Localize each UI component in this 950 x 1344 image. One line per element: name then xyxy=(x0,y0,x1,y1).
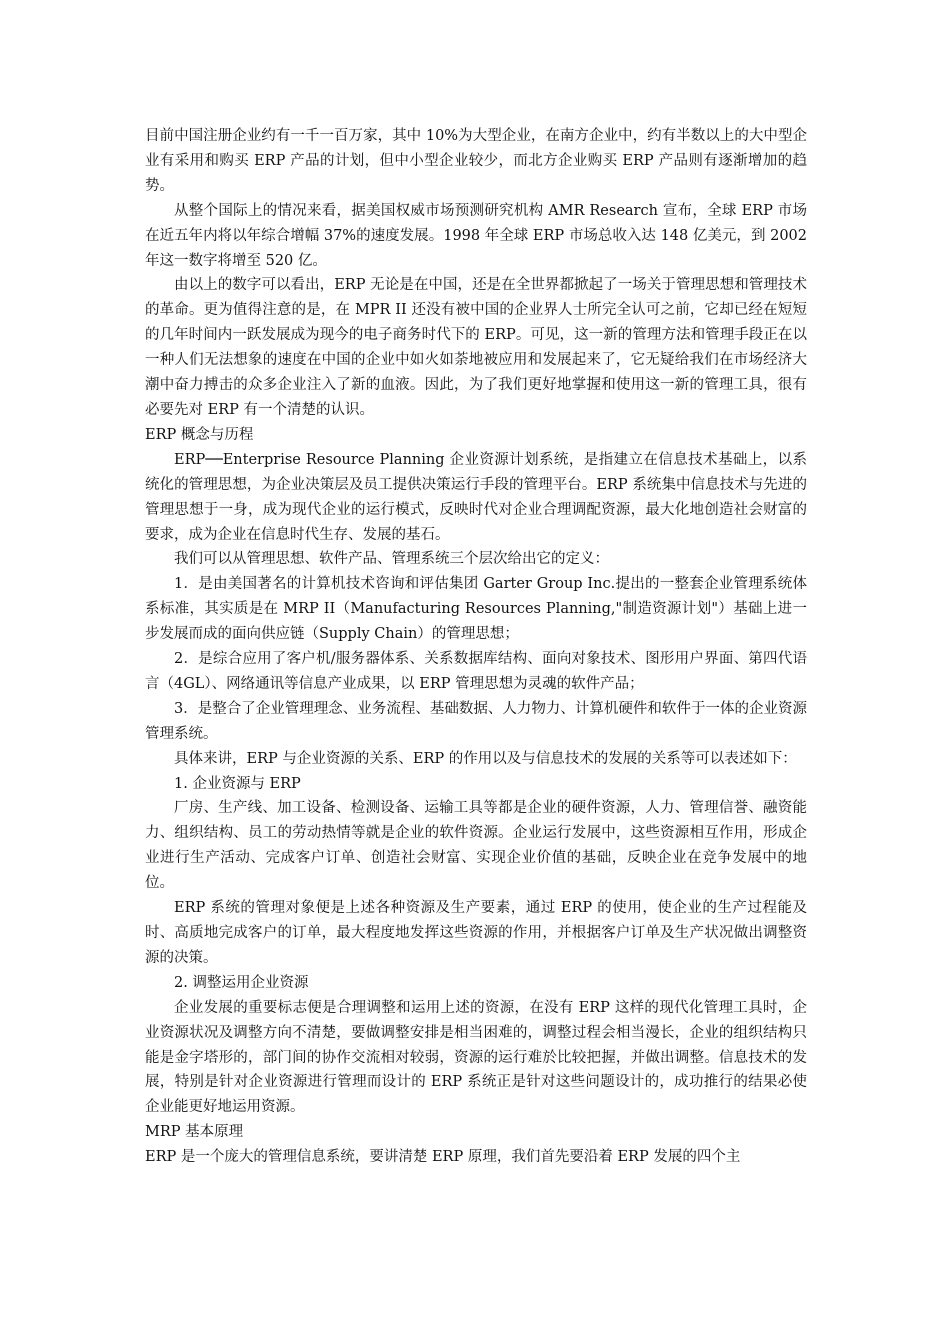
paragraph-global-market: 从整个国际上的情况来看，据美国权威市场预测研究机构 AMR Research 宣布，全球 ERP 市场在近五年内将以年综合增幅 37%的速度发展。1998 年全球 ERP 市场总收入达 148 亿美元，到 2002 年这一数字将增至 520 亿。 xyxy=(145,202,807,269)
paragraph-erp-system: ERP 是一个庞大的管理信息系统，要讲清楚 ERP 原理，我们首先要沿着 ERP 发展的四个主 xyxy=(145,1149,741,1166)
section-heading-mrp-principle: MRP 基本原理 xyxy=(145,1124,244,1141)
section-heading-erp-concept: ERP 概念与历程 xyxy=(145,426,254,443)
document-body xyxy=(145,124,807,1170)
list-item-1: 1．是由美国著名的计算机技术咨询和评估集团 Garter Group Inc.提出的一整套企业管理系统体系标准，其实质是在 MRP II（Manufacturing Resources Planning,"制造资源计划"）基础上进一步发展而成的面向供应链（Supply Chain）的管理思想； xyxy=(145,576,807,643)
paragraph-revolution: 由以上的数字可以看出，ERP 无论是在中国，还是在全世界都掀起了一场关于管理思想和管理技术的革命。更为值得注意的是，在 MPR II 还没有被中国的企业界人士所完全认可之前，它却已经在短短的几年时间内一跃发展成为现今的电子商务时代下的 ERP。可见，这一新的管理方法和管理手段正在以一种人们无法想象的速度在中国的企业中如火如荼地被应用和发展起来了，它无疑给我们在市场经济大潮中奋力搏击的众多企业注入了新的血液。因此，为了我们更好地掌握和使用这一新的管理工具，很有必要先对 ERP 有一个清楚的认识。 xyxy=(145,277,807,418)
paragraph-specifics: 具体来讲，ERP 与企业资源的关系、ERP 的作用以及与信息技术的发展的关系等可以表述如下： xyxy=(174,750,797,767)
paragraph-hardware-software-resources: 厂房、生产线、加工设备、检测设备、运输工具等都是企业的硬件资源，人力、管理信誉、融资能力、组织结构、员工的劳动热情等就是企业的软件资源。企业运行发展中，这些资源相互作用，形成企业进行生产活动、完成客户订单、创造社会财富、实现企业价值的基础，反映企业在竞争发展中的地位。 xyxy=(145,800,807,892)
paragraph-three-levels: 我们可以从管理思想、软件产品、管理系统三个层次给出它的定义： xyxy=(174,551,609,568)
paragraph-erp-definition: ERP──Enterprise Resource Planning 企业资源计划系统，是指建立在信息技术基础上，以系统化的管理思想，为企业决策层及员工提供决策运行手段的管理平台。ERP 系统集中信息技术与先进的管理思想于一身，成为现代企业的运行模式，反映时代对企业合理调配资源，最大化地创造社会财富的要求，成为企业在信息时代生存、发展的基石。 xyxy=(145,451,807,543)
subheading-resources-and-erp: 1. 企业资源与 ERP xyxy=(174,775,301,792)
list-item-3: 3．是整合了企业管理理念、业务流程、基础数据、人力物力、计算机硬件和软件于一体的企业资源管理系统。 xyxy=(145,700,807,742)
list-item-2: 2．是综合应用了客户机/服务器体系、关系数据库结构、面向对象技术、图形用户界面、第四代语言（4GL）、网络通讯等信息产业成果，以 ERP 管理思想为灵魂的软件产品； xyxy=(145,651,807,692)
paragraph-intro: 目前中国注册企业约有一千一百万家，其中 10%为大型企业，在南方企业中，约有半数以上的大中型企业有采用和购买 ERP 产品的计划，但中小型企业较少，而北方企业购买 ERP 产品则有逐渐增加的趋势。 xyxy=(145,128,807,194)
subheading-adjust-resources: 2. 调整运用企业资源 xyxy=(174,974,309,991)
paragraph-adjustment: 企业发展的重要标志便是合理调整和运用上述的资源，在没有 ERP 这样的现代化管理工具时，企业资源状况及调整方向不清楚，要做调整安排是相当困难的，调整过程会相当漫长，企业的组织结构只能是金字塔形的，部门间的协作交流相对较弱，资源的运行难於比较把握，并做出调整。信息技术的发展，特别是针对企业资源进行管理而设计的 ERP 系统正是针对这些问题设计的，成功推行的结果必使企业能更好地运用资源。 xyxy=(145,999,807,1116)
paragraph-erp-management-object: ERP 系统的管理对象便是上述各种资源及生产要素，通过 ERP 的使用，使企业的生产过程能及时、高质地完成客户的订单，最大程度地发挥这些资源的作用，并根据客户订单及生产状况做出调整资源的决策。 xyxy=(145,900,807,966)
